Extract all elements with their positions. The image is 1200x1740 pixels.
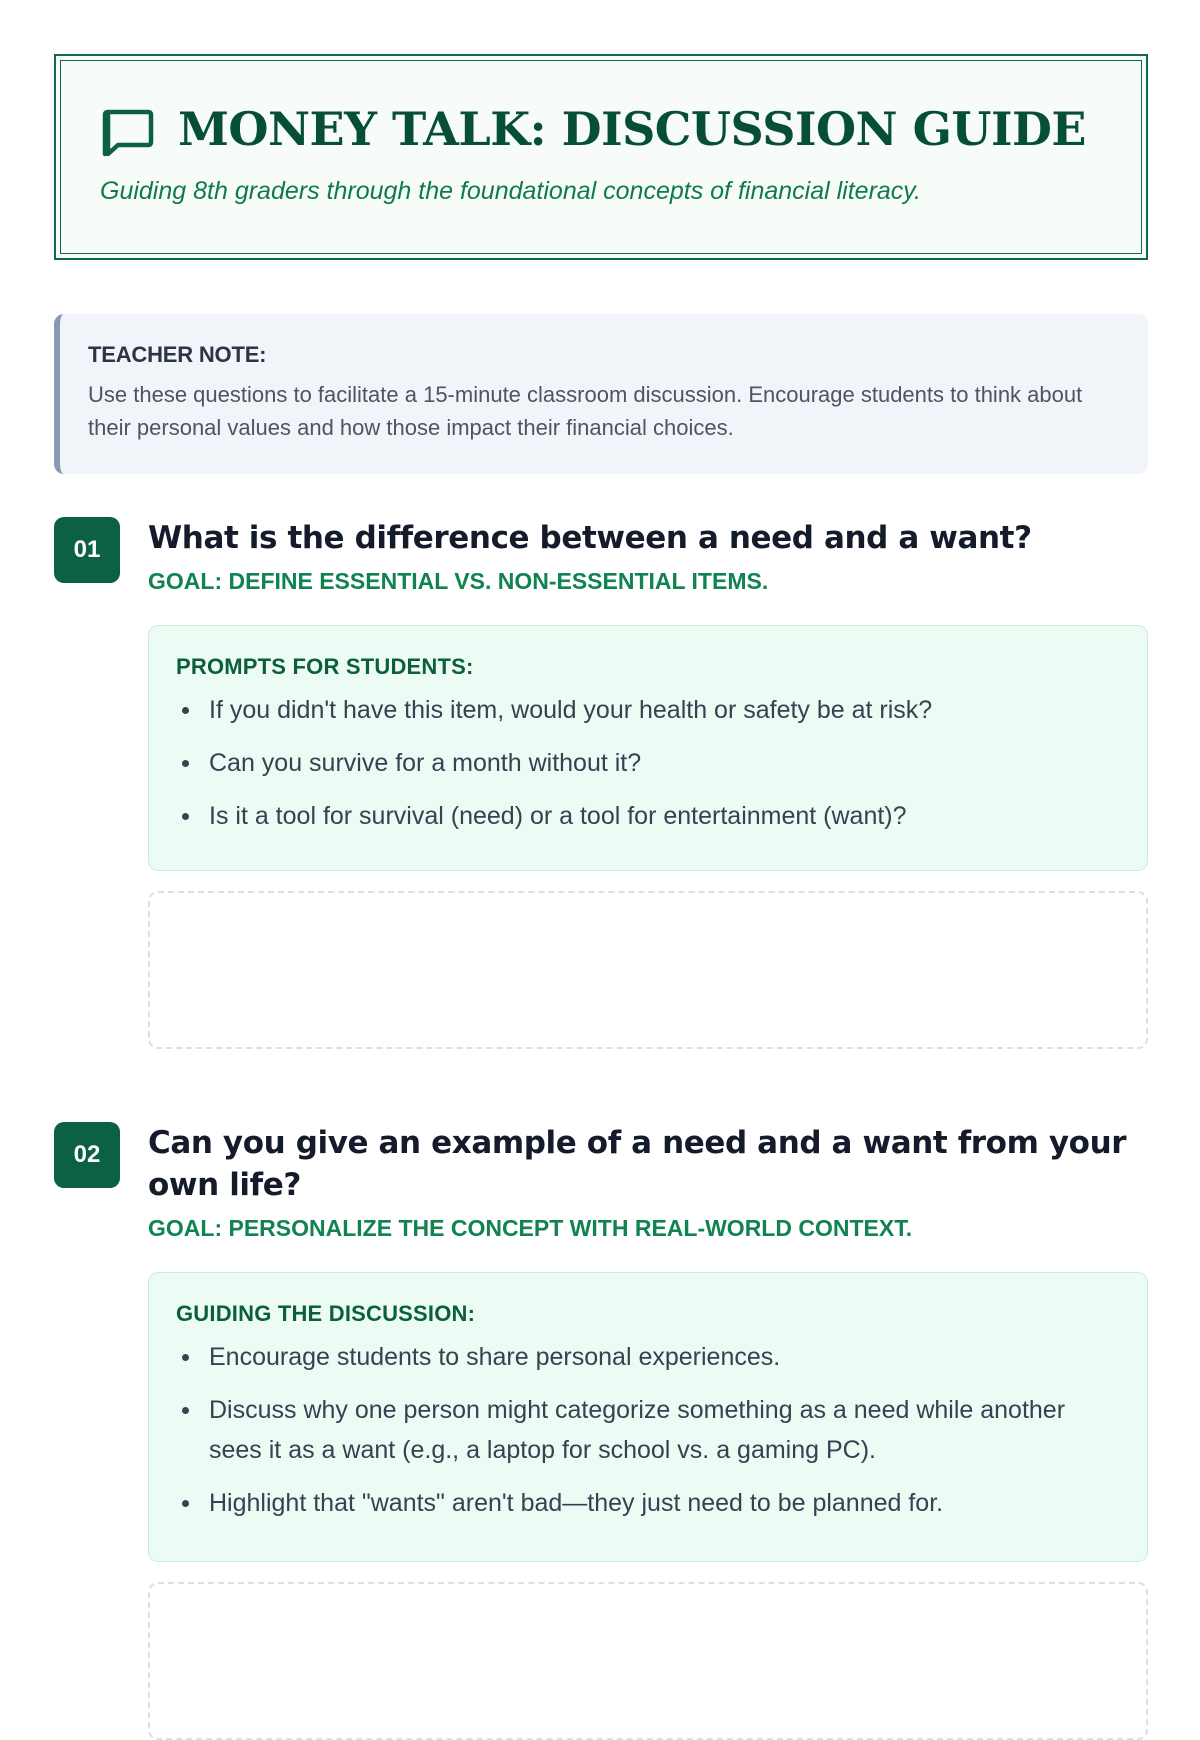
prompt-box-title: GUIDING THE DISCUSSION: — [176, 1301, 476, 1326]
prompt-box-title: PROMPTS FOR STUDENTS: — [176, 654, 474, 679]
question-goal: GOAL: PERSONALIZE THE CONCEPT WITH REAL-WORLD CONTEXT. — [148, 1215, 913, 1241]
teacher-note-text: Use these questions to facilitate a 15-minute classroom discussion. Encourage students to think about their personal values and how those impact their financial choices. — [88, 382, 1083, 440]
chat-bubble-icon — [102, 108, 154, 158]
prompt-item: Is it a tool for survival (need) or a tool for entertainment (want)? — [176, 796, 1121, 836]
teacher-note — [54, 314, 1148, 474]
question-title: What is the difference between a need and a want? — [148, 520, 1032, 556]
prompt-item: Discuss why one person might categorize something as a need while another sees it as a want (e.g., a laptop for school vs. a gaming PC). — [176, 1390, 1121, 1470]
prompt-item: If you didn't have this item, would your health or safety be at risk? — [176, 690, 1121, 730]
prompt-list — [176, 690, 1121, 836]
question-title: Can you give an example of a need and a want from your own life? — [148, 1125, 1127, 1203]
page-title: MONEY TALK: DISCUSSION GUIDE — [178, 102, 1086, 156]
question-number-badge: 02 — [54, 1122, 120, 1188]
answer-space[interactable] — [148, 1582, 1148, 1740]
page-subtitle: Guiding 8th graders through the foundational concepts of financial literacy. — [100, 177, 921, 205]
question-goal: GOAL: DEFINE ESSENTIAL VS. NON-ESSENTIAL ITEMS. — [148, 568, 769, 594]
discussion-guide-page — [54, 54, 1148, 1517]
prompt-item: Highlight that "wants" aren't bad—they just need to be planned for. — [176, 1483, 1121, 1523]
prompt-box — [148, 625, 1148, 871]
prompt-box — [148, 1272, 1148, 1562]
question-content — [148, 1122, 1148, 1517]
guide-header — [54, 54, 1148, 260]
question-number-badge: 01 — [54, 517, 120, 583]
prompt-item: Encourage students to share personal experiences. — [176, 1337, 1121, 1377]
teacher-note-title: TEACHER NOTE: — [88, 342, 267, 367]
prompt-item: Can you survive for a month without it? — [176, 743, 1121, 783]
prompt-list — [176, 1337, 1121, 1523]
answer-space[interactable] — [148, 891, 1148, 1049]
question-content — [148, 517, 1148, 830]
